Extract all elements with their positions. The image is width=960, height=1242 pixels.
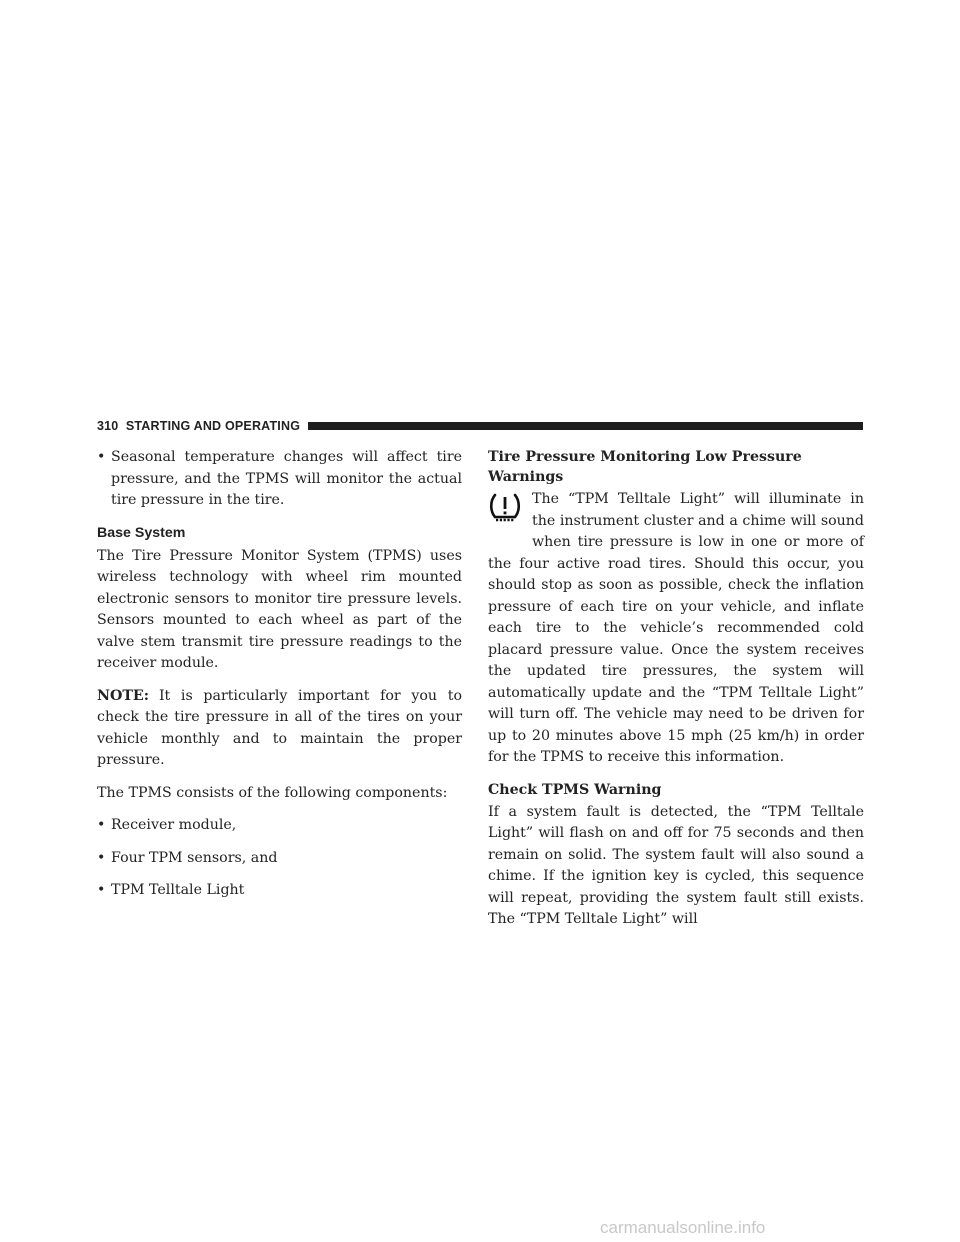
tire-pressure-warning-icon xyxy=(488,489,528,533)
list-item xyxy=(97,447,462,512)
page-header-text xyxy=(97,419,308,433)
bullet-icon: • xyxy=(97,849,106,866)
list-item xyxy=(97,880,462,902)
check-tpms-heading: Check TPMS Warning xyxy=(488,781,662,798)
base-system-paragraph: The Tire Pressure Monitor System (TPMS) uses wireless technology with wheel rim mounted electronic sensors to monitor tire pressure levels. Sensors mounted to each wheel as part of the valve stem transmit tire pressure readings to the receiver module. xyxy=(97,547,462,671)
low-pressure-heading: Tire Pressure Monitoring Low Pressure Warnings xyxy=(488,449,802,485)
low-pressure-block xyxy=(488,489,864,769)
page-header xyxy=(97,418,863,434)
base-system-heading: Base System xyxy=(97,524,186,541)
list-item-text: TPM Telltale Light xyxy=(111,882,245,898)
page-number: 310 xyxy=(97,419,119,433)
section-title: STARTING AND OPERATING xyxy=(125,419,301,433)
low-pressure-paragraph: The “TPM Telltale Light” will illuminate in the instrument cluster and a chime will sound when tire pressure is low in one or more of the four active road tires. Should this occur, you should stop as soon as possible, check the inflation pressure of each tire on your vehicle, and inflate each tire to the vehicle’s recommended cold placard pressure value. Once the system receives the updated tire pressures, the system will automatically update and the “TPM Telltale Light” will turn off. The vehicle may need to be driven for up to 20 minutes above 15 mph (25 km/h) in order for the TPMS to receive this information. xyxy=(488,491,864,765)
bullet-icon: • xyxy=(97,882,106,898)
header-rule xyxy=(308,422,863,430)
components-intro: The TPMS consists of the following components: xyxy=(97,784,448,801)
right-column xyxy=(488,447,864,942)
bullet-icon: • xyxy=(97,449,106,465)
list-item-text: Seasonal temperature changes will affect tire pressure, and the TPMS will monitor the actual tire pressure in the tire. xyxy=(111,449,462,508)
note-label: NOTE: xyxy=(97,687,149,704)
list-item xyxy=(97,848,462,870)
watermark: carmanualsonline.info xyxy=(600,1218,766,1237)
bullet-icon: • xyxy=(97,817,106,833)
note-text: It is particularly important for you to check the tire pressure in all of the tires on your vehicle monthly and to maintain the proper pressure. xyxy=(97,687,462,768)
check-tpms-paragraph: If a system fault is detected, the “TPM Telltale Light” will flash on and off for 75 seconds and then remain on solid. The system fault will also sound a chime. If the ignition key is cycled, this sequence will repeat, providing the system fault still exists. The “TPM Telltale Light” will xyxy=(488,803,864,927)
list-item xyxy=(97,815,462,837)
note-paragraph xyxy=(97,686,462,772)
list-item-text: Four TPM sensors, and xyxy=(111,849,278,866)
left-column xyxy=(97,447,462,913)
list-item-text: Receiver module, xyxy=(111,817,237,833)
